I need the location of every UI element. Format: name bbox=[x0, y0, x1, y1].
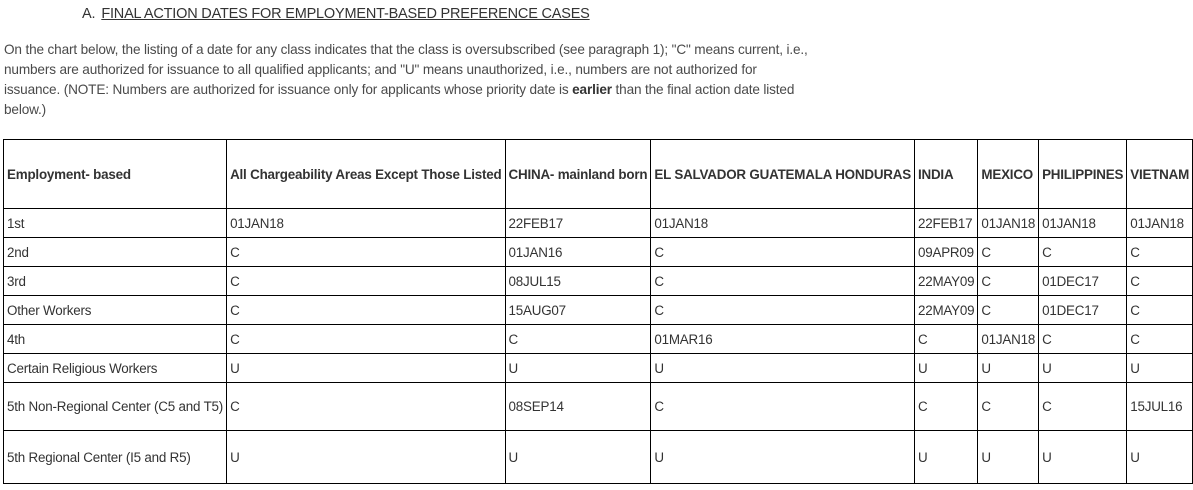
table-cell: U bbox=[1039, 354, 1127, 383]
table-body bbox=[4, 140, 1193, 484]
table-cell: C bbox=[1127, 325, 1193, 354]
header-philippines: PHILIPPINES bbox=[1039, 140, 1127, 209]
table-cell: C bbox=[227, 267, 505, 296]
table-cell: C bbox=[227, 383, 505, 431]
table-cell: 08JUL15 bbox=[505, 267, 651, 296]
table-cell: 22MAY09 bbox=[914, 296, 977, 325]
table-cell: C bbox=[505, 325, 651, 354]
table-row bbox=[4, 354, 1193, 383]
header-employment-based: Employment- based bbox=[4, 140, 227, 209]
section-letter: A. bbox=[82, 6, 96, 22]
final-action-dates-table bbox=[3, 139, 1193, 484]
intro-bold-word: earlier bbox=[572, 82, 612, 97]
intro-text-start: On the chart below, the listing of a date for any class indicates that the class is oversubscribed (see paragraph 1); "C" means current, i.e., numbers are authorized for issuance to all qualified applicants; and "U" means unauthorized, i.e., numbers are not authorized for issuance. (NOTE: Numbers are authorized for issuance only for applicants whose priority date is bbox=[4, 42, 808, 97]
table-cell: C bbox=[978, 383, 1039, 431]
row-label: 3rd bbox=[4, 267, 227, 296]
table-cell: C bbox=[651, 267, 915, 296]
table-cell: C bbox=[227, 296, 505, 325]
table-cell: U bbox=[651, 354, 915, 383]
header-india: INDIA bbox=[914, 140, 977, 209]
table-cell: U bbox=[1127, 354, 1193, 383]
table-cell: U bbox=[978, 354, 1039, 383]
table-cell: C bbox=[651, 383, 915, 431]
table-cell: 01JAN18 bbox=[1039, 209, 1127, 238]
table-row bbox=[4, 267, 1193, 296]
table-cell: C bbox=[978, 267, 1039, 296]
table-cell: U bbox=[914, 354, 977, 383]
table-cell: 01JAN18 bbox=[227, 209, 505, 238]
table-cell: 09APR09 bbox=[914, 238, 977, 267]
table-cell: 15AUG07 bbox=[505, 296, 651, 325]
header-mexico: MEXICO bbox=[978, 140, 1039, 209]
table-row bbox=[4, 296, 1193, 325]
table-cell: C bbox=[1127, 238, 1193, 267]
section-title: FINAL ACTION DATES FOR EMPLOYMENT-BASED PREFERENCE CASES bbox=[101, 6, 590, 22]
table-cell: C bbox=[1127, 296, 1193, 325]
table-cell: U bbox=[227, 431, 505, 484]
table-row bbox=[4, 383, 1193, 431]
table-cell: U bbox=[1039, 431, 1127, 484]
table-cell: 01JAN18 bbox=[978, 209, 1039, 238]
row-label: Other Workers bbox=[4, 296, 227, 325]
header-all-chargeability: All Chargeability Areas Except Those Listed bbox=[227, 140, 505, 209]
table-cell: C bbox=[1039, 325, 1127, 354]
table-cell: C bbox=[1127, 267, 1193, 296]
section-heading bbox=[82, 6, 590, 22]
table-cell: U bbox=[978, 431, 1039, 484]
row-label: 2nd bbox=[4, 238, 227, 267]
row-label: 5th Regional Center (I5 and R5) bbox=[4, 431, 227, 484]
table-row bbox=[4, 209, 1193, 238]
row-label: 5th Non-Regional Center (C5 and T5) bbox=[4, 383, 227, 431]
table-cell: U bbox=[227, 354, 505, 383]
row-label: 4th bbox=[4, 325, 227, 354]
table-cell: U bbox=[505, 431, 651, 484]
table-cell: 22FEB17 bbox=[505, 209, 651, 238]
intro-text-end: than the final action date listed below.) bbox=[4, 82, 795, 117]
table-cell: 01DEC17 bbox=[1039, 296, 1127, 325]
table-cell: 01JAN18 bbox=[651, 209, 915, 238]
table-cell: U bbox=[505, 354, 651, 383]
table-header-row bbox=[4, 140, 1193, 209]
table-cell: C bbox=[227, 325, 505, 354]
table-cell: 01DEC17 bbox=[1039, 267, 1127, 296]
table-cell: C bbox=[1039, 383, 1127, 431]
table-cell: C bbox=[914, 383, 977, 431]
table-cell: C bbox=[1039, 238, 1127, 267]
table-cell: U bbox=[914, 431, 977, 484]
table-cell: 01JAN18 bbox=[1127, 209, 1193, 238]
table-cell: C bbox=[914, 325, 977, 354]
table-cell: 01JAN16 bbox=[505, 238, 651, 267]
row-label: 1st bbox=[4, 209, 227, 238]
intro-paragraph bbox=[4, 40, 812, 120]
table-cell: 22FEB17 bbox=[914, 209, 977, 238]
table-cell: C bbox=[651, 296, 915, 325]
table-cell: U bbox=[651, 431, 915, 484]
table-cell: C bbox=[227, 238, 505, 267]
table-cell: C bbox=[978, 238, 1039, 267]
table-cell: C bbox=[651, 238, 915, 267]
table-row bbox=[4, 431, 1193, 484]
table-row bbox=[4, 325, 1193, 354]
header-el-salvador-guatemala-honduras: EL SALVADOR GUATEMALA HONDURAS bbox=[651, 140, 915, 209]
header-china: CHINA- mainland born bbox=[505, 140, 651, 209]
table-cell: C bbox=[978, 296, 1039, 325]
table-cell: 22MAY09 bbox=[914, 267, 977, 296]
table-cell: 01JAN18 bbox=[978, 325, 1039, 354]
table-cell: U bbox=[1127, 431, 1193, 484]
table-cell: 15JUL16 bbox=[1127, 383, 1193, 431]
header-vietnam: VIETNAM bbox=[1127, 140, 1193, 209]
table-cell: 01MAR16 bbox=[651, 325, 915, 354]
table-cell: 08SEP14 bbox=[505, 383, 651, 431]
table-row bbox=[4, 238, 1193, 267]
row-label: Certain Religious Workers bbox=[4, 354, 227, 383]
